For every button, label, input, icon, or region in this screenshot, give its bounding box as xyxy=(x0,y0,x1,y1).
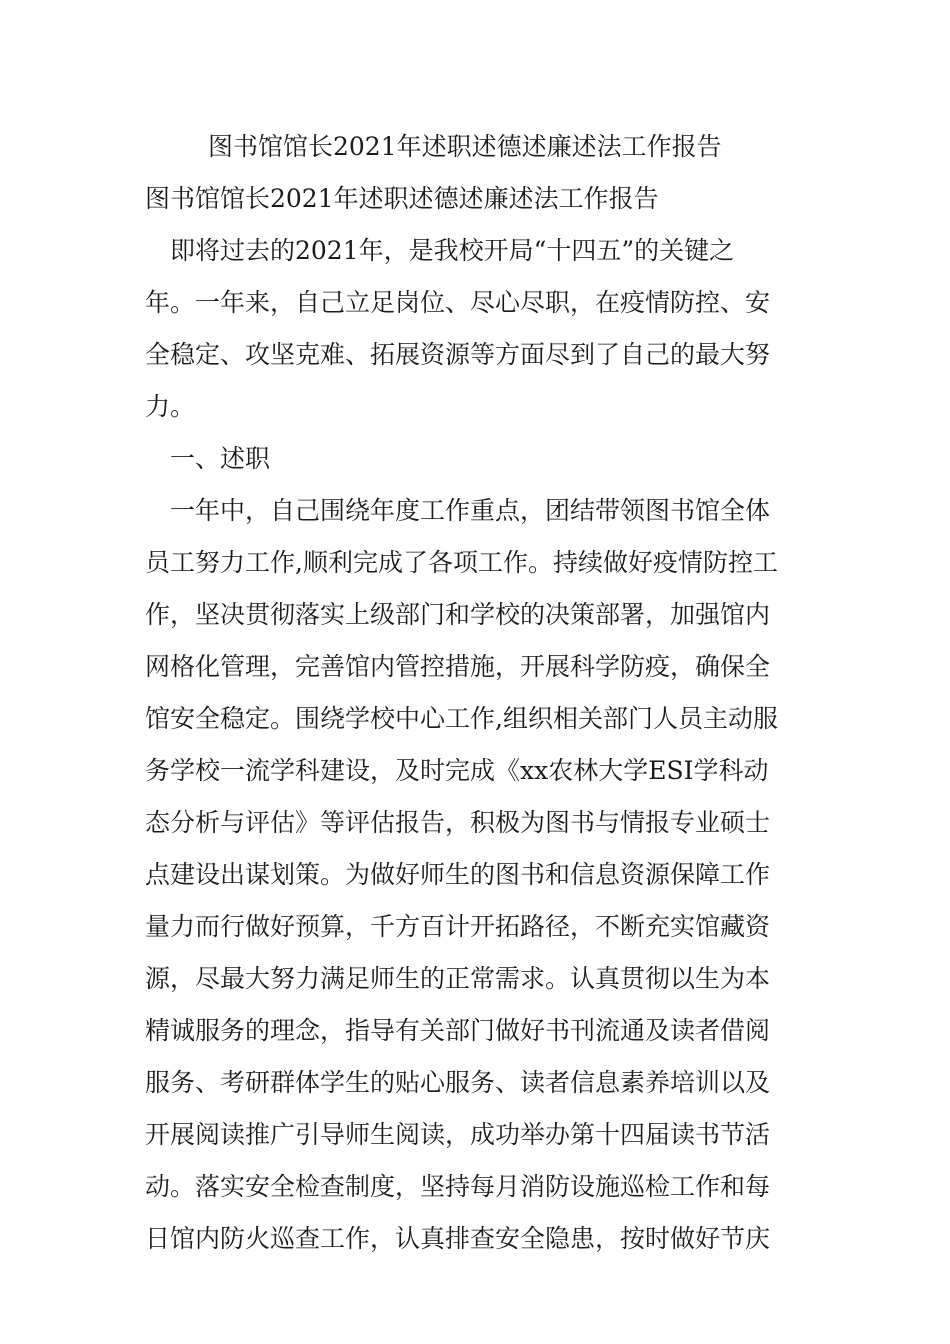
body-line: 年。一年来，自己立足岗位、尽心尽职，在疫情防控、安 xyxy=(145,288,771,317)
body-line: 点建设出谋划策。为做好师生的图书和信息资源保障工作 xyxy=(145,860,771,889)
body-line: 务学校一流学科建设，及时完成《xx农林大学ESI学科动 xyxy=(145,756,769,785)
body-line: 态分析与评估》等评估报告，积极为图书与情报专业硕士 xyxy=(145,808,771,837)
body-line: 全稳定、攻坚克难、拓展资源等方面尽到了自己的最大努 xyxy=(145,340,771,369)
body-line: 精诚服务的理念，指导有关部门做好书刊流通及读者借阅 xyxy=(145,1016,771,1045)
body-line: 日馆内防火巡查工作，认真排查安全隐患，按时做好节庆 xyxy=(145,1224,771,1253)
document-subtitle: 图书馆馆长2021年述职述德述廉述法工作报告 xyxy=(145,184,659,213)
body-line: 服务、考研群体学生的贴心服务、读者信息素养培训以及 xyxy=(145,1068,771,1097)
document-title: 图书馆馆长2021年述职述德述廉述法工作报告 xyxy=(208,132,722,161)
body-line: 动。落实安全检查制度，坚持每月消防设施巡检工作和每 xyxy=(145,1172,771,1201)
body-line: 源，尽最大努力满足师生的正常需求。认真贯彻以生为本 xyxy=(145,964,771,993)
body-line: 一年中，自己围绕年度工作重点，团结带领图书馆全体 xyxy=(145,496,771,525)
body-line: 即将过去的2021年，是我校开局“十四五”的关键之 xyxy=(145,236,735,265)
body-line: 网格化管理，完善馆内管控措施，开展科学防疫，确保全 xyxy=(145,652,771,681)
body-line: 开展阅读推广引导师生阅读，成功举办第十四届读书节活 xyxy=(145,1120,771,1149)
body-line: 作，坚决贯彻落实上级部门和学校的决策部署，加强馆内 xyxy=(145,600,771,629)
body-line: 员工努力工作,顺利完成了各项工作。持续做好疫情防控工 xyxy=(145,548,778,577)
section-heading: 一、述职 xyxy=(145,444,271,473)
body-line: 馆安全稳定。围绕学校中心工作,组织相关部门人员主动服 xyxy=(145,704,778,733)
body-line: 量力而行做好预算，千方百计开拓路径，不断充实馆藏资 xyxy=(145,912,771,941)
body-line: 力。 xyxy=(145,392,196,421)
